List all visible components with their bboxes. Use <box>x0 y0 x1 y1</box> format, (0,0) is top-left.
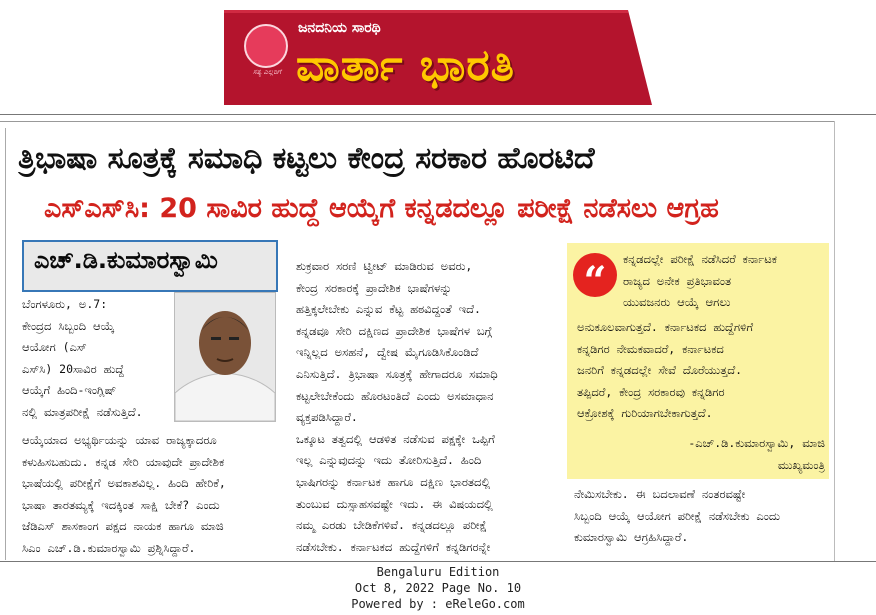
logo-emblem-icon <box>244 24 288 68</box>
text-line: ಇಲ್ಲ ಎನ್ನುವುದನ್ನು ಇದು ತೋರಿಸುತ್ತಿದೆ. ಹಿಂದಿ <box>296 453 482 468</box>
text-line: ರಾಜ್ಯದ ಅನೇಕ ಪ್ರತಿಭಾವಂತ <box>623 273 732 288</box>
logo-motto: ಸತ್ಯ ಎಲ್ಲರಿಗೆ <box>252 68 282 76</box>
text-line: ಆಯ್ಕೆಗೆ ಹಿಂದಿ-ಇಂಗ್ಲಿಷ್ <box>22 383 117 398</box>
text-line: ಒಕ್ಕೂಟ ತತ್ವದಲ್ಲಿ ಆಡಳಿತ ನಡೆಸುವ ಪಕ್ಷಕ್ಕೇ ಒಪ್ಪಿಗೆ <box>296 431 495 446</box>
text-line: ಕನ್ನಡಿಗರ ನೇಮಕವಾದರೆ, ಕರ್ನಾಟಕದ <box>577 341 724 356</box>
text-line: ತುಂಬುವ ದುಸ್ಸಾಹಸವಷ್ಟೇ ಇದು. ಈ ವಿಷಯದಲ್ಲಿ <box>296 496 493 511</box>
divider <box>0 114 876 115</box>
footer-edition: Bengaluru Edition <box>376 565 500 579</box>
article-col1-bottom <box>22 430 276 560</box>
text-line: ಸಿಎಂ ಎಚ್.ಡಿ.ಕುಮಾರಸ್ವಾಮಿ ಪ್ರಶ್ನಿಸಿದ್ದಾರೆ. <box>22 540 196 555</box>
text-line: ನಲ್ಲಿ ಮಾತ್ರಪರೀಕ್ಷೆ ನಡೆಸುತ್ತಿದೆ. <box>22 404 143 419</box>
text-line: ಕಟ್ಟಲೇಬೇಕೆಂದು ಹೊರಟಂತಿದೆ ಎಂದು ಅಸಮಾಧಾನ <box>296 388 494 403</box>
pull-quote-text-continued <box>577 317 827 425</box>
text-line: ಕನ್ನಡದಲ್ಲೇ ಪರೀಕ್ಷೆ ನಡೆಸಿದರೆ ಕರ್ನಾಟಕ <box>623 252 777 266</box>
text-line: ಸಿಬ್ಬಂದಿ ಆಯ್ಕೆ ಆಯೋಗ ಪರೀಕ್ಷೆ ನಡೆಸಬೇಕು ಎಂದು <box>574 508 780 523</box>
pull-quote <box>567 243 829 479</box>
author-photo <box>174 292 276 422</box>
text-line: ಭಾಷಾ ತಾರತಮ್ಯಕ್ಕೆ ಇದಕ್ಕಿಂತ ಸಾಕ್ಷಿ ಬೇಕೆ? ಎಂದು <box>22 497 220 512</box>
article-col2 <box>296 256 558 558</box>
quote-mark-icon: “ <box>573 253 617 297</box>
article-headline: ತ್ರಿಭಾಷಾ ಸೂತ್ರಕ್ಕೆ ಸಮಾಧಿ ಕಟ್ಟಲು ಕೇಂದ್ರ ಸರಕಾರ ಹೊರಟಿದೆ <box>18 141 595 176</box>
masthead-brand: ವಾರ್ತಾ ಭಾರತಿ <box>296 40 515 91</box>
text-line: ಆಯ್ಕೆಯಾದ ಅಭ್ಯರ್ಥಿಯನ್ನು ಯಾವ ರಾಜ್ಯಕ್ಕಾದರೂ <box>22 433 217 447</box>
divider <box>0 121 834 122</box>
pull-quote-attribution <box>637 433 825 476</box>
text-line: ಅನುಕೂಲವಾಗುತ್ತದೆ. ಕರ್ನಾಟಕದ ಹುದ್ದೆಗಳಿಗೆ <box>577 320 754 334</box>
text-line: ಕೇಂದ್ರ ಸರಕಾರಕ್ಕೆ ಪ್ರಾದೇಶಿಕ ಭಾಷೆಗಳನ್ನು <box>296 280 452 295</box>
text-line: ಶುಕ್ರವಾರ ಸರಣಿ ಟ್ವೀಟ್ ಮಾಡಿರುವ ಅವರು, <box>296 259 473 273</box>
text-line: ಆಕ್ರೋಶಕ್ಕೆ ಗುರಿಯಾಗಬೇಕಾಗುತ್ತದೆ. <box>577 406 713 421</box>
article-col1-top <box>22 294 172 424</box>
text-line: ಕಳುಹಿಸಬಹುದು. ಕನ್ನಡ ಸೇರಿ ಯಾವುದೇ ಪ್ರಾದೇಶಿಕ <box>22 454 225 469</box>
divider <box>834 121 835 561</box>
article-subheadline: ಎಸ್‌ಎಸ್‌ಸಿ: 20 ಸಾವಿರ ಹುದ್ದೆ ಆಯ್ಕೆಗೆ ಕನ್ನಡದಲ್ಲೂ ಪರೀಕ್ಷೆ ನಡೆಸಲು ಆಗ್ರಹ <box>44 193 719 224</box>
text-line: ಕನ್ನಡವೂ ಸೇರಿ ದಕ್ಷಿಣದ ಪ್ರಾದೇಶಿಕ ಭಾಷೆಗಳ ಬಗ್ಗೆ <box>296 323 492 338</box>
text-line: ವ್ಯಕ್ತಪಡಿಸಿದ್ದಾರೆ. <box>296 410 358 425</box>
text-line: ನಮ್ಮ ಎರಡು ಬೇಡಿಕೆಗಳಿವೆ. ಕನ್ನಡದಲ್ಲೂ ಪರೀಕ್ಷೆ <box>296 518 488 533</box>
text-line: ಇನ್ನಿಲ್ಲದ ಅಸಹನೆ, ದ್ವೇಷ ಮೈಗೂಡಿಸಿಕೊಂಡಿದೆ <box>296 345 479 360</box>
footer-powered-by[interactable]: Powered by : eReleGo.com <box>351 597 525 611</box>
text-line: ಕೇಂದ್ರದ ಸಿಬ್ಬಂದಿ ಆಯ್ಕೆ <box>22 318 115 333</box>
text-line: ನಡೆಸಬೇಕು. ಕರ್ನಾಟಕದ ಹುದ್ದೆಗಳಿಗೆ ಕನ್ನಡಿಗರನ್ನೇ <box>296 539 491 554</box>
page-footer <box>0 564 876 612</box>
byline-box <box>22 240 278 292</box>
masthead-logo[interactable] <box>224 10 652 105</box>
text-line: ಕುಮಾರಸ್ವಾಮಿ ಆಗ್ರಹಿಸಿದ್ದಾರೆ. <box>574 530 689 545</box>
divider <box>0 561 876 562</box>
text-line: ಜನರಿಗೆ ಕನ್ನಡದಲ್ಲೇ ಸೇವೆ ದೊರೆಯುತ್ತದೆ. <box>577 363 743 378</box>
text-line: ಹತ್ತಿಕ್ಕಲೇಬೇಕು ಎನ್ನುವ ಕೆಟ್ಟ ಹಠವಿದ್ದಂತೆ ಇದೆ. <box>296 302 481 317</box>
portrait-image <box>175 293 275 421</box>
text-line: ಎನಿಸುತ್ತಿದೆ. ತ್ರಿಭಾಷಾ ಸೂತ್ರಕ್ಕೆ ಹೇಗಾದರೂ ಸಮಾಧಿ <box>296 366 498 381</box>
text-line: ಬೆಂಗಳೂರು, ಅ.7: <box>22 297 108 311</box>
footer-date-page: Oct 8, 2022 Page No. 10 <box>354 581 522 595</box>
article-col3-bottom <box>574 484 828 549</box>
text-line: ಭಾಷಿಗರನ್ನು ಕರ್ನಾಟಕ ಹಾಗೂ ದಕ್ಷಿಣ ಭಾರತದಲ್ಲಿ <box>296 474 491 489</box>
text-line: ಆಯೋಗ (ಎಸ್ <box>22 340 87 355</box>
text-line: ಎಸ್‌ಸಿ) 20ಸಾವಿರ ಹುದ್ದೆ <box>22 361 125 376</box>
text-line: ಜೆಡಿಎಸ್ ಶಾಸಕಾಂಗ ಪಕ್ಷದ ನಾಯಕ ಹಾಗೂ ಮಾಜಿ <box>22 519 224 534</box>
divider <box>5 128 6 560</box>
text-line: -ಎಚ್.ಡಿ.ಕುಮಾರಸ್ವಾಮಿ, ಮಾಜಿ <box>688 436 825 450</box>
text-line: ತಪ್ಪಿದರೆ, ಕೇಂದ್ರ ಸರಕಾರವು ಕನ್ನಡಿಗರ <box>577 384 725 399</box>
text-line: ಯುವಜನರು ಆಯ್ಕೆ ಆಗಲು <box>623 295 731 310</box>
text-line: ಭಾಷೆಯಲ್ಲಿ ಪರೀಕ್ಷೆಗೆ ಅವಕಾಶವಿಲ್ಲ. ಹಿಂದಿ ಹೇರಿಕೆ, <box>22 476 226 491</box>
masthead-tagline: ಜನದನಿಯ ಸಾರಥಿ <box>298 20 381 36</box>
text-line: ಮುಖ್ಯಮಂತ್ರಿ <box>777 457 825 472</box>
text-line: ನೇಮಿಸಬೇಕು. ಈ ಬದಲಾವಣೆ ನಂತರವಷ್ಟೇ <box>574 487 746 501</box>
byline-author: ಎಚ್.ಡಿ.ಕುಮಾರಸ್ವಾಮಿ <box>34 246 218 274</box>
pull-quote-text <box>623 249 823 314</box>
